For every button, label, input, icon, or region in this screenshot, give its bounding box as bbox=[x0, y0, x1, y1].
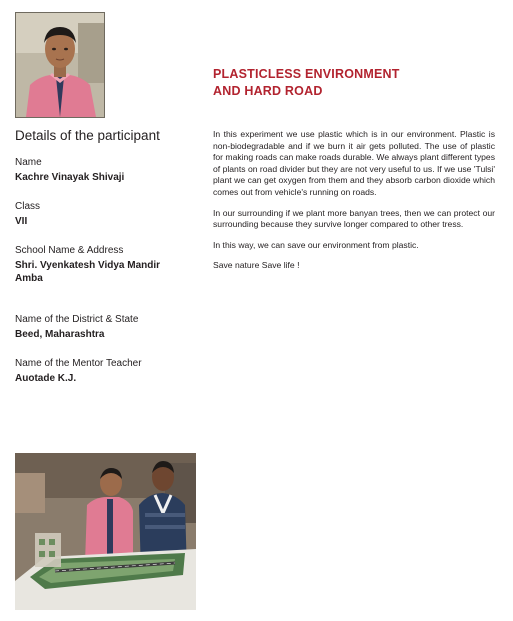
project-title bbox=[213, 66, 493, 100]
name-field bbox=[15, 156, 200, 184]
district-label: Name of the District & State bbox=[15, 314, 139, 325]
mentor-field bbox=[15, 357, 200, 385]
district-field bbox=[15, 313, 200, 341]
name-value: Kachre Vinayak Shivaji bbox=[15, 172, 125, 183]
school-label: School Name & Address bbox=[15, 245, 124, 256]
class-field bbox=[15, 200, 200, 228]
school-value-line2: Amba bbox=[15, 273, 43, 284]
mentor-value: Auotade K.J. bbox=[15, 373, 77, 384]
participant-details bbox=[15, 128, 200, 399]
class-value: VII bbox=[15, 216, 28, 227]
school-value-line1: Shri. Vyenkatesh Vidya Mandir bbox=[15, 260, 161, 271]
project-model-photo bbox=[15, 453, 196, 610]
school-field bbox=[15, 244, 200, 285]
name-label: Name bbox=[15, 157, 42, 168]
school-value bbox=[15, 259, 195, 285]
paragraph-1: In this experiment we use plastic which is in our environment. Plastic is non-biodegradable and if we burn it air gets polluted. The use of plastic for making roads can make roads durable. We always plant different types of plants on road divider but they are not very useful to us. If we use 'Tulsi' plant we can get oxygen from them and they absorb carbon dioxide which comes out from vehicle's running on roads. bbox=[213, 129, 495, 197]
project-title-line1: PLASTICLESS ENVIRONMENT bbox=[213, 67, 400, 81]
paragraph-3: In this way, we can save our environment from plastic. bbox=[213, 239, 419, 250]
paragraph-2: In our surrounding if we plant more banyan trees, then we can protect our surrounding because they survive longer compared to other tress. bbox=[213, 207, 495, 230]
project-description bbox=[213, 129, 495, 281]
details-heading: Details of the participant bbox=[15, 128, 160, 143]
class-label: Class bbox=[15, 201, 41, 212]
project-title-line2: AND HARD ROAD bbox=[213, 84, 323, 98]
participant-portrait bbox=[15, 12, 105, 118]
mentor-label: Name of the Mentor Teacher bbox=[15, 358, 142, 369]
district-value: Beed, Maharashtra bbox=[15, 329, 105, 340]
paragraph-4: Save nature Save life ! bbox=[213, 260, 300, 271]
